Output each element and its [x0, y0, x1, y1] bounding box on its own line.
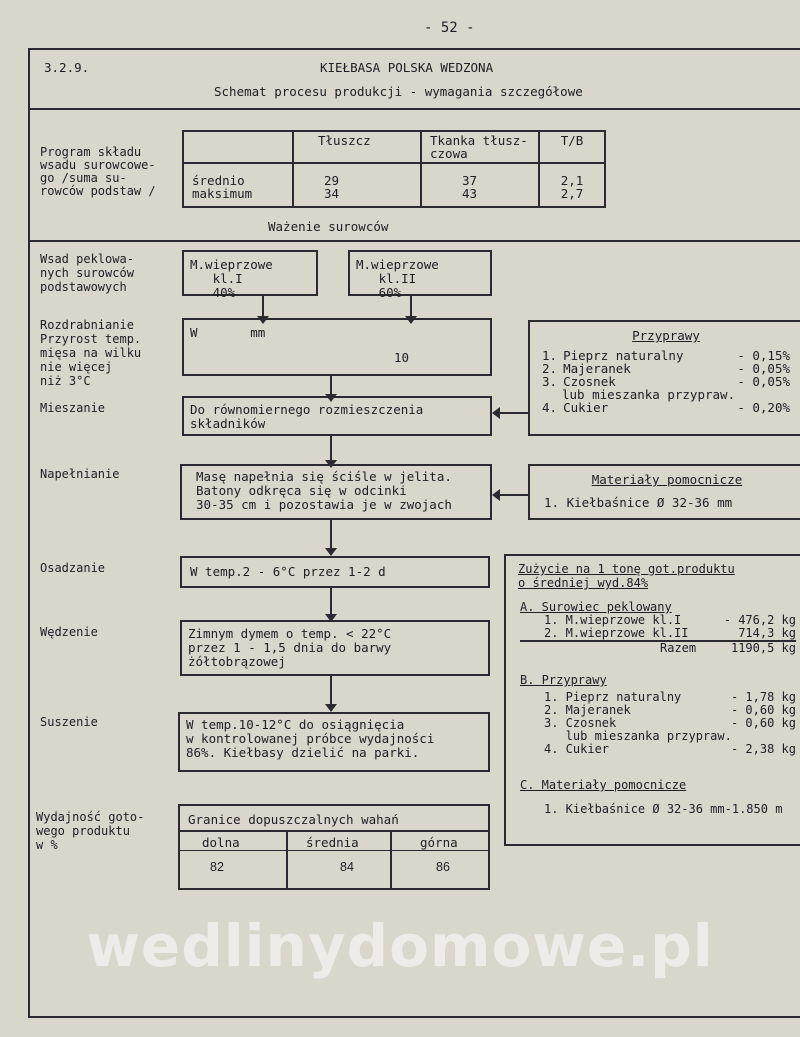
list-item: lub mieszanka przypraw. [544, 729, 732, 743]
consumption-c-title: C. Materiały pomocnicze [520, 778, 687, 792]
consumption-title-1: Zużycie na 1 tonę got.produktu [518, 562, 735, 576]
step-label-grinding: Rozdrabnianie Przyrost temp. mięsa na wilku nie więcej niż 3°C [40, 318, 142, 388]
list-item: 3. Czosnek - 0,60 kg [544, 716, 796, 730]
weighing-rule [28, 240, 800, 242]
arrow-mixing-down [330, 436, 332, 462]
section-number: 3.2.9. [44, 60, 90, 75]
list-item: 1. M.wieprzowe kl.I - 476,2 kg [544, 613, 796, 627]
mid-rule [28, 108, 800, 110]
list-item: Razem 1190,5 kg [660, 641, 796, 655]
meat-class-2-box: M.wieprzowe kl.II 60% [348, 250, 492, 296]
arrow-grinding-down [330, 376, 332, 396]
yield-col-mid: średnia [306, 835, 359, 850]
step-label-wsad: Wsad peklowa- nych surowców podstawowych [40, 252, 134, 294]
filling-box: Masę napełnia się ściśle w jelita. Batony odkręca się w odcinki 30-35 cm i pozostawia je w zwojach [180, 464, 492, 520]
consumption-title-2: o średniej wyd.84% [518, 576, 649, 590]
list-item: 1. Pieprz naturalny - 1,78 kg [544, 690, 796, 704]
yield-table [178, 804, 490, 890]
list-item: 4. Cukier - 2,38 kg [544, 742, 796, 756]
mixing-box: Do równomiernego rozmieszczenia składników [182, 396, 492, 436]
spices-box [528, 320, 800, 436]
aux-title: Materiały pomocnicze [591, 472, 743, 487]
page-title: KIEŁBASA POLSKA WEDZONA [320, 60, 494, 75]
arrow-aux-to-filling [498, 494, 528, 496]
consumption-c-item: 1. Kiełbaśnice Ø 32-36 mm-1.850 m [544, 802, 783, 816]
yield-val-mid: 84 [340, 860, 354, 874]
raw-program-label: Program składu wsadu surowcowe- go /suma su- rowców podstaw / [40, 145, 156, 198]
step-label-smoking: Wędzenie [40, 625, 98, 639]
aux-materials-box [528, 464, 800, 520]
left-rule [28, 48, 30, 1018]
list-item: 2. M.wieprzowe kl.II 714,3 kg [520, 627, 796, 642]
raw-program-table [182, 130, 606, 208]
yield-val-high: 86 [436, 860, 450, 874]
spices-title: Przyprawy [632, 328, 700, 343]
settling-box: W temp.2 - 6°C przez 1-2 d [180, 556, 490, 588]
table-row: średnio maksimum 29 34 37 43 2,1 2,7 [183, 163, 605, 207]
watermark: wedlinydomowe.pl [86, 912, 714, 980]
bottom-rule [28, 1016, 800, 1018]
drying-box: W temp.10-12°C do osiągnięcia w kontrolowanej próbce wydajności 86%. Kiełbasy dzielić na parki. [178, 712, 490, 772]
page-subtitle: Schemat procesu produkcji - wymagania szczegółowe [214, 84, 583, 99]
step-label-mixing: Mieszanie [40, 401, 106, 415]
arrow-settling-down [330, 588, 332, 616]
yield-col-high: górna [420, 835, 458, 850]
aux-item: 1. Kiełbaśnice Ø 32-36 mm [544, 495, 733, 510]
consumption-a-title: A. Surowiec peklowany [520, 600, 672, 614]
step-label-filling: Napełnianie [40, 467, 120, 481]
grinding-box [182, 318, 492, 376]
grinding-text: W mm [190, 325, 266, 340]
step-label-drying: Suszenie [40, 715, 98, 729]
list-item: 4. Cukier - 0,20% [542, 400, 790, 415]
yield-val-low: 82 [210, 860, 224, 874]
table-row: Tłuszcz Tkanka tłusz- czowa T/B [183, 131, 605, 163]
list-item: 3. Czosnek - 0,05% [542, 374, 790, 389]
top-rule [28, 48, 800, 50]
arrow-meat2-down [410, 296, 412, 318]
yield-header: Granice dopuszczalnych wahań [188, 812, 399, 827]
arrow-smoking-down [330, 676, 332, 706]
meat-class-1-box: M.wieprzowe kl.I 40% [182, 250, 318, 296]
step-label-settling: Osadzanie [40, 561, 106, 575]
list-item: 2. Majeranek - 0,05% [542, 361, 790, 376]
weighing-title: Ważenie surowców [268, 219, 389, 234]
list-item: lub mieszanka przypraw. [562, 387, 736, 402]
page-number: - 52 - [424, 20, 475, 36]
list-item: 2. Majeranek - 0,60 kg [544, 703, 796, 717]
list-item: 1. Pieprz naturalny - 0,15% [542, 348, 790, 363]
consumption-b-title: B. Przyprawy [520, 673, 607, 687]
arrow-filling-down [330, 520, 332, 550]
arrow-meat1-down [262, 296, 264, 318]
arrow-spices-to-mixing [498, 412, 528, 414]
smoking-box: Zimnym dymem o temp. < 22°C przez 1 - 1,5 dnia do barwy żółtobrązowej [180, 620, 490, 676]
grinding-value: 10 [394, 350, 410, 365]
yield-col-low: dolna [202, 835, 240, 850]
consumption-box [504, 554, 800, 846]
step-label-yield: Wydajność goto- wego produktu w % [36, 810, 145, 852]
